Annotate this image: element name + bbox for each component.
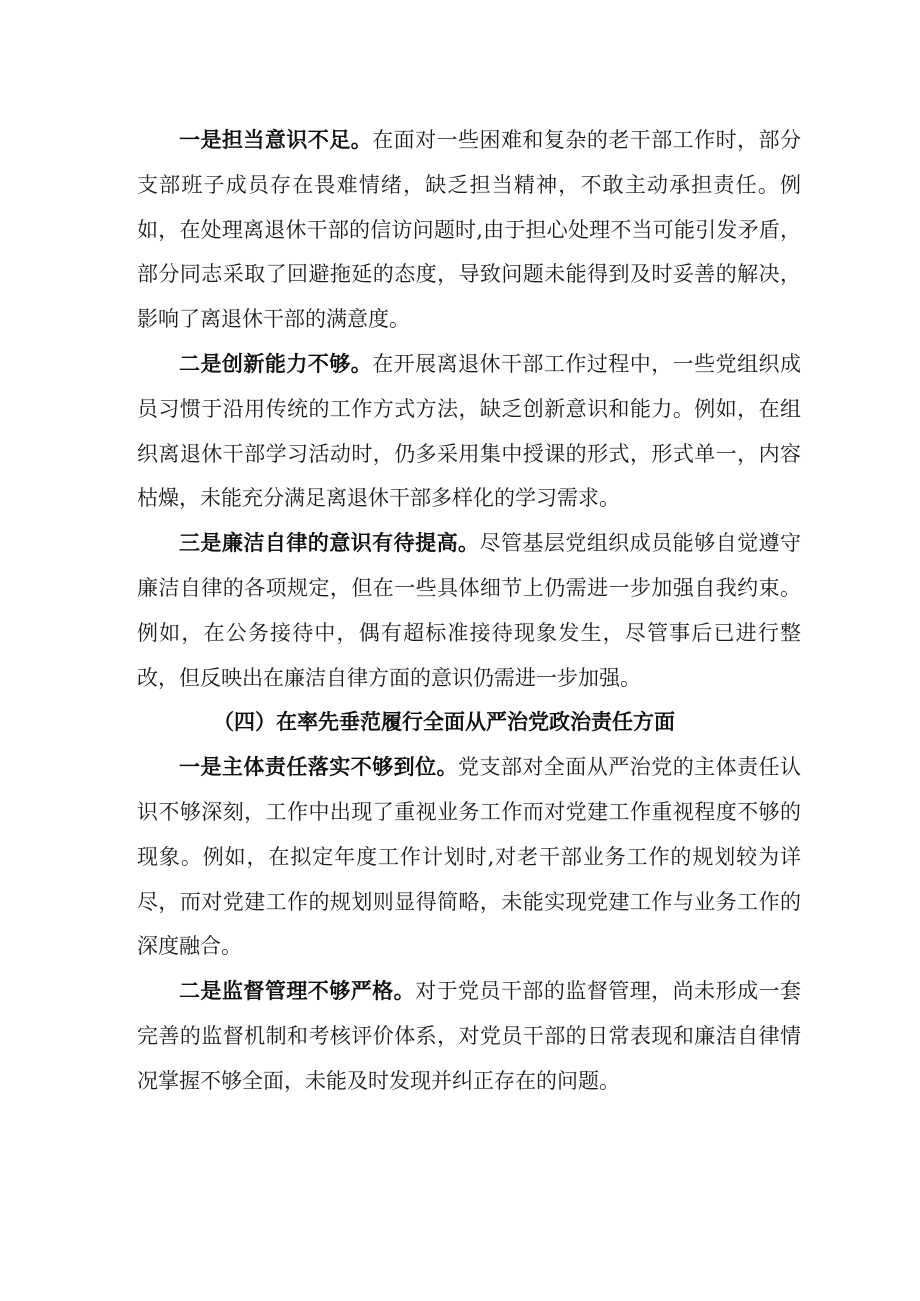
section-heading: （四）在率先垂范履行全面从严治党政治责任方面 — [213, 710, 675, 735]
document-body — [137, 118, 801, 1104]
paragraph-lead: 二是创新能力不够。 — [179, 351, 373, 376]
paragraph-text: 对于党员干部的监督管理，尚未形成一套完善的监督机制和考核评价体系，对党员干部的日常表现和廉洁自律情况掌握不够全面，未能及时发现并纠正存在的问题。 — [137, 979, 802, 1093]
paragraph-text: 在开展离退休干部工作过程中，一些党组织成员习惯于沿用传统的工作方式方法，缺乏创新意识和能力。例如，在组织离退休干部学习活动时，仍多采用集中授课的形式，形式单一，内容枯燥，未能充分满足离退休干部多样化的学习需求。 — [137, 351, 802, 511]
paragraph-lead: 二是监督管理不够严格。 — [179, 979, 416, 1004]
paragraph-text: 党支部对全面从严治党的主体责任认识不够深刻，工作中出现了重视业务工作而对党建工作重视程度不够的现象。例如，在拟定年度工作计划时,对老干部业务工作的规划较为详尽，而对党建工作的规划则显得简略，未能实现党建工作与业务工作的深度融合。 — [137, 755, 802, 959]
paragraph-responsibility — [137, 118, 801, 342]
paragraph-supervision — [137, 969, 801, 1103]
paragraph-lead: 三是廉洁自律的意识有待提高。 — [179, 531, 480, 556]
paragraph-text: 在面对一些困难和复杂的老干部工作时，部分支部班子成员存在畏难情绪，缺乏担当精神，不敢主动承担责任。例如，在处理离退休干部的信访问题时,由于担心处理不当可能引发矛盾，部分同志采取了回避拖延的态度，导致问题未能得到及时妥善的解决，影响了离退休干部的满意度。 — [137, 128, 802, 332]
paragraph-lead: 一是担当意识不足。 — [179, 128, 373, 152]
paragraph-text: 尽管基层党组织成员能够自觉遵守廉洁自律的各项规定，但在一些具体细节上仍需进一步加强自我约束。例如，在公务接待中，偶有超标准接待现象发生，尽管事后已进行整改，但反映出在廉洁自律方面的意识仍需进一步加强。 — [137, 531, 801, 690]
paragraph-main-responsibility — [137, 745, 801, 969]
paragraph-innovation — [137, 342, 801, 521]
paragraph-integrity — [137, 521, 801, 700]
paragraph-lead: 一是主体责任落实不够到位。 — [179, 755, 459, 780]
